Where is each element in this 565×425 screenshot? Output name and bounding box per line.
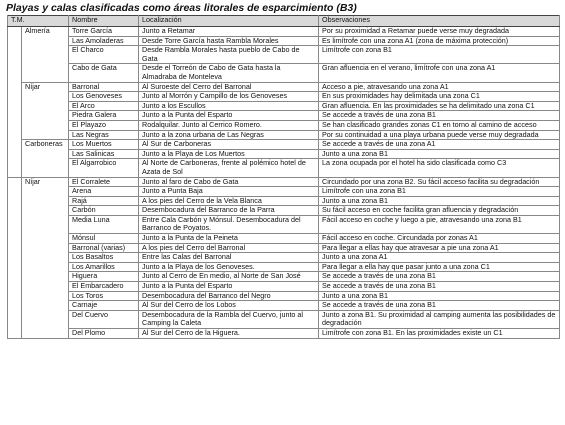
location-cell: Desembocadura del Barranco de la Parra	[139, 206, 319, 216]
table-row	[8, 272, 560, 282]
observations-cell: Para llegar a ellas hay que atravesar a pie una zona A1	[319, 243, 560, 253]
location-cell: Desembocadura del Barranco del Negro	[139, 291, 319, 301]
name-cell: Torre García	[69, 27, 139, 37]
table-row	[8, 301, 560, 311]
table-row	[8, 215, 560, 233]
observations-cell: Se accede a través de una zona A1	[319, 140, 560, 150]
observations-cell: Se accede a través de una zona B1	[319, 282, 560, 292]
observations-cell: Por su continuidad a una playa urbana puede verse muy degradada	[319, 130, 560, 140]
column-header-observaciones: Observaciones	[319, 16, 560, 27]
table-row	[8, 177, 560, 187]
name-cell: Las Amoladeras	[69, 36, 139, 46]
observations-cell: Se han clasificado grandes zonas C1 en torno al camino de acceso	[319, 120, 560, 130]
category-cell	[8, 27, 22, 178]
observations-cell: Limítrofe con zona B1	[319, 46, 560, 64]
column-header-tm: T.M.	[8, 16, 69, 27]
location-cell: Desde el Torreón de Cabo de Gata hasta la Almadraba de Monteleva	[139, 64, 319, 82]
name-cell: Los Toros	[69, 291, 139, 301]
name-cell: Cabo de Gata	[69, 64, 139, 82]
table-body	[8, 27, 560, 339]
observations-cell: Limítrofe con zona B1. En las proximidades existe un C1	[319, 329, 560, 339]
observations-cell: La zona ocupada por el hotel ha sido clasificada como C3	[319, 159, 560, 177]
table-row	[8, 253, 560, 263]
name-cell: Carbón	[69, 206, 139, 216]
observations-cell: Acceso a pie, atravesando una zona A1	[319, 82, 560, 92]
location-cell: Junto a Retamar	[139, 27, 319, 37]
municipality-cell: Níjar	[22, 177, 69, 338]
observations-cell: Gran afluencia en el verano, limítrofe con una zona A1	[319, 64, 560, 82]
table-row	[8, 187, 560, 197]
name-cell: El Embarcadero	[69, 282, 139, 292]
location-cell: Al Norte de Carboneras, frente al polémico hotel de Azata de Sol	[139, 159, 319, 177]
table-row	[8, 46, 560, 64]
observations-cell: Junto a una zona A1	[319, 253, 560, 263]
name-cell: Barronal	[69, 82, 139, 92]
name-cell: Carnaje	[69, 301, 139, 311]
location-cell: Junto a la Punta de la Peineta	[139, 234, 319, 244]
table-row	[8, 111, 560, 121]
location-cell: Al Suroeste del Cerro del Barronal	[139, 82, 319, 92]
name-cell: El Charco	[69, 46, 139, 64]
municipality-cell: Carboneras	[22, 140, 69, 177]
table-row	[8, 140, 560, 150]
observations-cell: Fácil acceso en coche. Circundada por zonas A1	[319, 234, 560, 244]
document-title: Playas y calas clasificadas como áreas litorales de esparcimiento (B3)	[6, 2, 357, 14]
table-row	[8, 149, 560, 159]
table-row	[8, 130, 560, 140]
location-cell: Junto a la Punta del Esparto	[139, 282, 319, 292]
name-cell: Media Luna	[69, 215, 139, 233]
table-row	[8, 329, 560, 339]
observations-cell: Circundado por una zona B2. Su fácil acceso facilita su degradación	[319, 177, 560, 187]
column-header-nombre: Nombre	[69, 16, 139, 27]
name-cell: Las Negras	[69, 130, 139, 140]
location-cell: Junto al faro de Cabo de Gata	[139, 177, 319, 187]
location-cell: Al Sur de Carboneras	[139, 140, 319, 150]
municipality-cell: Níjar	[22, 82, 69, 140]
beaches-table	[7, 15, 560, 339]
table-header-row	[8, 16, 560, 27]
observations-cell: Gran afluencia. En las proximidades se ha delimitado una zona C1	[319, 101, 560, 111]
table-row	[8, 196, 560, 206]
table-row	[8, 120, 560, 130]
observations-cell: Junto a una zona B1	[319, 196, 560, 206]
name-cell: Las Salinicas	[69, 149, 139, 159]
location-cell: Junto a la zona urbana de Las Negras	[139, 130, 319, 140]
table-row	[8, 262, 560, 272]
name-cell: Barronal (varias)	[69, 243, 139, 253]
location-cell: Junto a los Escullos	[139, 101, 319, 111]
table-row	[8, 101, 560, 111]
column-header-localizacion: Localización	[139, 16, 319, 27]
table-row	[8, 27, 560, 37]
location-cell: A los pies del Cerro del Barronal	[139, 243, 319, 253]
table-row	[8, 310, 560, 328]
location-cell: Desde Torre García hasta Rambla Morales	[139, 36, 319, 46]
observations-cell: Es limítrofe con una zona A1 (zona de máxima protección)	[319, 36, 560, 46]
location-cell: Junto a la Playa de Los Muertos	[139, 149, 319, 159]
name-cell: Los Genoveses	[69, 92, 139, 102]
observations-cell: Por su proximidad a Retamar puede verse muy degradada	[319, 27, 560, 37]
observations-cell: Junto a una zona B1	[319, 291, 560, 301]
location-cell: Rodalquilar. Junto al Cerrico Romero.	[139, 120, 319, 130]
name-cell: Del Plomo	[69, 329, 139, 339]
observations-cell: Junto a una zona B1	[319, 149, 560, 159]
name-cell: El Corralete	[69, 177, 139, 187]
location-cell: Desembocadura de la Rambla del Cuervo, junto al Camping la Caleta	[139, 310, 319, 328]
table-row	[8, 159, 560, 177]
name-cell: Los Amarillos	[69, 262, 139, 272]
observations-cell: Se accede a través de una zona B1	[319, 301, 560, 311]
name-cell: Piedra Galera	[69, 111, 139, 121]
table-row	[8, 243, 560, 253]
category-cell	[8, 177, 22, 338]
observations-cell: Junto a zona B1. Su proximidad al camping aumenta las posibilidades de degradación	[319, 310, 560, 328]
location-cell: Entre las Calas del Barronal	[139, 253, 319, 263]
table-row	[8, 92, 560, 102]
observations-cell: Fácil acceso en coche y luego a pie, atravesando una zona B1	[319, 215, 560, 233]
name-cell: El Arco	[69, 101, 139, 111]
table-row	[8, 82, 560, 92]
name-cell: Los Basaltos	[69, 253, 139, 263]
table-row	[8, 206, 560, 216]
location-cell: Al Sur del Cerro de la Higuera.	[139, 329, 319, 339]
table-row	[8, 36, 560, 46]
table-row	[8, 291, 560, 301]
name-cell: El Playazo	[69, 120, 139, 130]
name-cell: Del Cuervo	[69, 310, 139, 328]
location-cell: Junto al Cerro de En medio, al Norte de San José	[139, 272, 319, 282]
name-cell: Los Muertos	[69, 140, 139, 150]
table-row	[8, 64, 560, 82]
observations-cell: Para llegar a ella hay que pasar junto a una zona C1	[319, 262, 560, 272]
location-cell: Junto al Morrón y Campillo de los Genoveses	[139, 92, 319, 102]
location-cell: Entre Cala Carbón y Mónsul. Desembocadura del Barranco de Poyatos.	[139, 215, 319, 233]
name-cell: Higuera	[69, 272, 139, 282]
name-cell: Rajá	[69, 196, 139, 206]
name-cell: El Algarrobico	[69, 159, 139, 177]
location-cell: Junto a la Punta del Esparto	[139, 111, 319, 121]
location-cell: Junto a la Playa de los Genoveses.	[139, 262, 319, 272]
table-row	[8, 282, 560, 292]
observations-cell: Limítrofe con una zona B1	[319, 187, 560, 197]
observations-cell: Se accede a través de una zona B1	[319, 272, 560, 282]
location-cell: Al Sur del Cerro de los Lobos	[139, 301, 319, 311]
observations-cell: En sus proximidades hay delimitada una zona C1	[319, 92, 560, 102]
location-cell: Junto a Punta Baja	[139, 187, 319, 197]
location-cell: Desde Rambla Morales hasta pueblo de Cabo de Gata	[139, 46, 319, 64]
observations-cell: Se accede a través de una zona B1	[319, 111, 560, 121]
observations-cell: Su fácil acceso en coche facilita gran afluencia y degradación	[319, 206, 560, 216]
location-cell: A los pies del Cerro de la Vela Blanca	[139, 196, 319, 206]
municipality-cell: Almería	[22, 27, 69, 83]
name-cell: Arena	[69, 187, 139, 197]
name-cell: Mónsul	[69, 234, 139, 244]
table-row	[8, 234, 560, 244]
